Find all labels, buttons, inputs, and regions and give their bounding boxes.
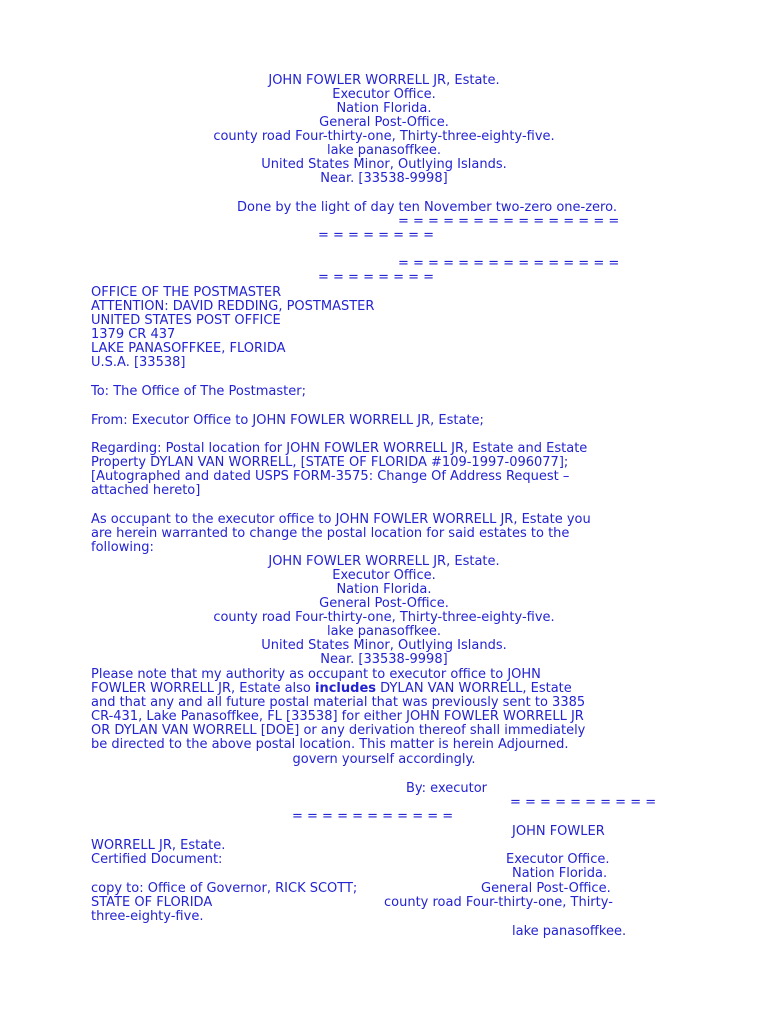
recipient-city: LAKE PANASOFFKEE, FLORIDA <box>91 341 286 356</box>
signature-separator: = = = = = = = = = = <box>510 795 657 810</box>
recipient-post-office: UNITED STATES POST OFFICE <box>91 313 281 328</box>
regarding-line: Regarding: Postal location for JOHN FOWLER WORRELL JR, Estate and Estate <box>91 441 588 456</box>
body-line: following: <box>91 540 154 555</box>
header-executor-office: Executor Office. <box>332 87 436 102</box>
to-line: To: The Office of The Postmaster; <box>91 384 306 399</box>
header-zip: Near. [33538-9998] <box>320 171 448 186</box>
separator-line: = = = = = = = = <box>318 228 435 243</box>
regarding-line: [Autographed and dated USPS FORM-3575: Change Of Address Request – <box>91 469 570 484</box>
regarding-line: Property DYLAN VAN WORRELL, [STATE OF FLORIDA #109-1997-096077]; <box>91 455 569 470</box>
notice-line: and that any and all future postal material that was previously sent to 3385 <box>91 695 586 710</box>
body-address-line: General Post-Office. <box>319 596 449 611</box>
signature-name-cont: WORRELL JR, Estate. <box>91 838 226 853</box>
notice-line: OR DYLAN VAN WORRELL [DOE] or any derivation thereof shall immediately <box>91 723 586 738</box>
header-islands: United States Minor, Outlying Islands. <box>261 157 507 172</box>
notice-line: FOWLER WORRELL JR, Estate also includes DYLAN VAN WORRELL, Estate <box>91 681 572 696</box>
from-line: From: Executor Office to JOHN FOWLER WORRELL JR, Estate; <box>91 413 484 428</box>
header-road: county road Four-thirty-one, Thirty-three-eighty-five. <box>213 129 555 144</box>
body-address-line: Near. [33538-9998] <box>320 652 448 667</box>
recipient-attention: ATTENTION: DAVID REDDING, POSTMASTER <box>91 299 375 314</box>
footer-state: STATE OF FLORIDA <box>91 895 213 910</box>
footer-road: county road Four-thirty-one, Thirty- <box>384 895 613 910</box>
body-address-line: county road Four-thirty-one, Thirty-three-eighty-five. <box>213 610 555 625</box>
notice-line: Please note that my authority as occupant to executor office to JOHN <box>91 667 541 682</box>
signature-by: By: executor <box>406 781 488 796</box>
recipient-street: 1379 CR 437 <box>91 327 176 342</box>
recipient-office: OFFICE OF THE POSTMASTER <box>91 285 282 300</box>
footer-lake: lake panasoffkee. <box>512 924 627 939</box>
footer-post-office: General Post-Office. <box>481 881 611 896</box>
header-nation: Nation Florida. <box>336 101 432 116</box>
header-lake: lake panasoffkee. <box>326 143 442 158</box>
signature-separator: = = = = = = = = = = = <box>292 809 454 824</box>
signature-name: JOHN FOWLER <box>512 824 605 839</box>
separator-line: = = = = = = = = = = = = = = = <box>398 214 620 229</box>
separator-line: = = = = = = = = = = = = = = = <box>398 256 620 271</box>
copy-to-line: copy to: Office of Governor, RICK SCOTT; <box>91 881 358 896</box>
body-address-line: United States Minor, Outlying Islands. <box>261 638 507 653</box>
notice-line: CR-431, Lake Panasoffkee, FL [33538] for either JOHN FOWLER WORRELL JR <box>91 709 584 724</box>
recipient-country: U.S.A. [33538] <box>91 355 186 370</box>
notice-line: be directed to the above postal location. This matter is herein Adjourned. <box>91 737 569 752</box>
footer-road-cont: three-eighty-five. <box>91 909 204 924</box>
header-estate-name: JOHN FOWLER WORRELL JR, Estate. <box>268 73 500 88</box>
body-address-line: lake panasoffkee. <box>326 624 442 639</box>
header-post-office: General Post-Office. <box>319 115 449 130</box>
body-address-line: Executor Office. <box>332 568 436 583</box>
body-address-line: JOHN FOWLER WORRELL JR, Estate. <box>268 554 500 569</box>
body-line: As occupant to the executor office to JOHN FOWLER WORRELL JR, Estate you <box>91 512 591 527</box>
body-line: are herein warranted to change the postal location for said estates to the <box>91 526 570 541</box>
regarding-line: attached hereto] <box>91 483 201 498</box>
notice-closing: govern yourself accordingly. <box>292 752 476 767</box>
body-address-line: Nation Florida. <box>336 582 432 597</box>
date-line: Done by the light of day ten November two-zero one-zero. <box>237 200 617 215</box>
emphasis-includes: includes <box>315 681 377 696</box>
footer-nation: Nation Florida. <box>512 866 608 881</box>
footer-executor-office: Executor Office. <box>506 852 610 867</box>
separator-line: = = = = = = = = <box>318 270 435 285</box>
certified-document-label: Certified Document: <box>91 852 223 867</box>
